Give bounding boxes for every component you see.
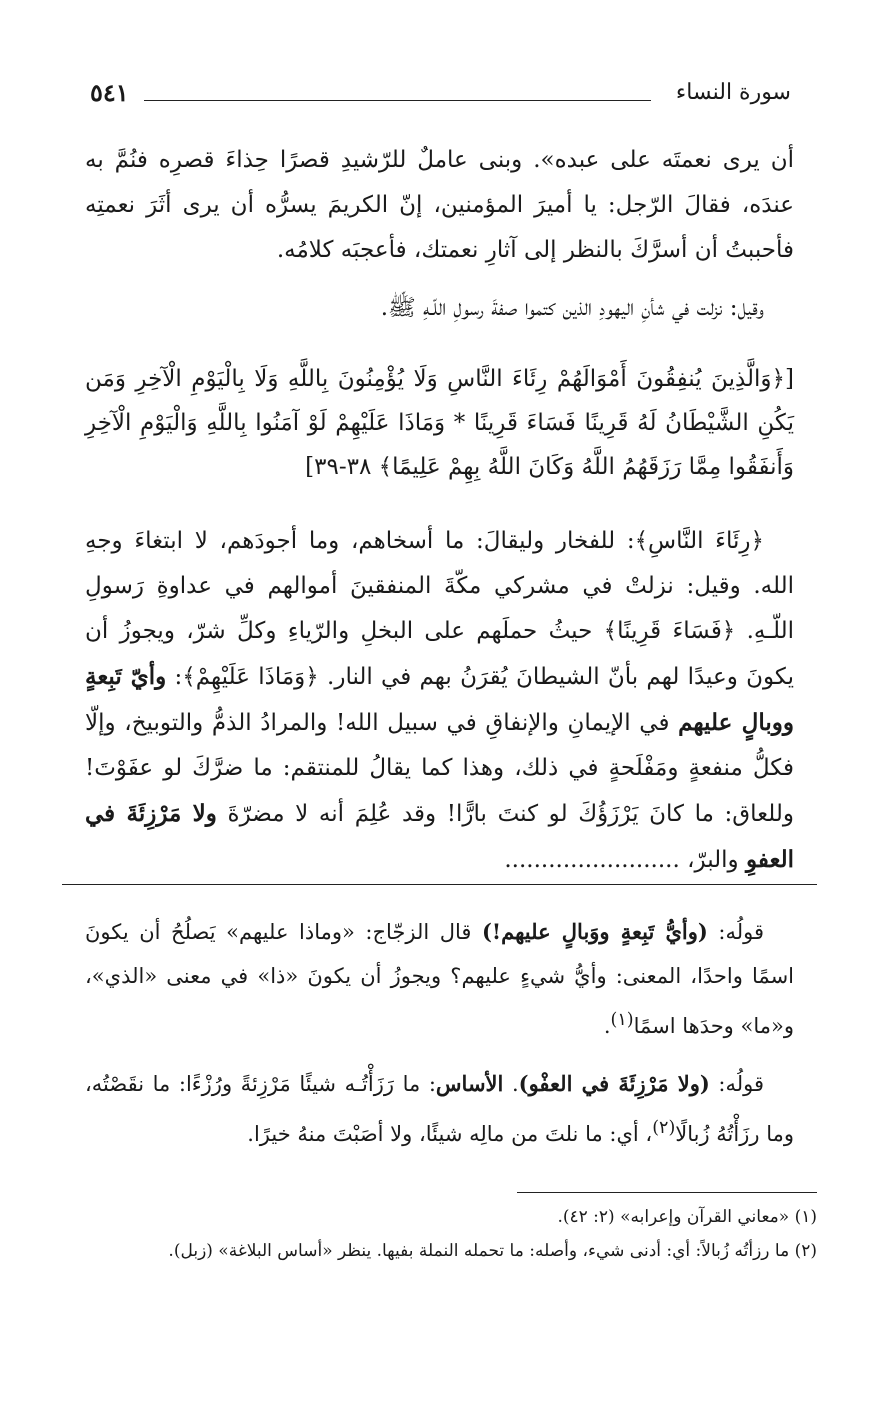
footnote-2: (٢) ما رزأتُه زُبالاً: أي: أدنى شيء، وأصله: ما تحمله النملة بفيها. ينظر «أساس البلاغة» (زبل). — [168, 1241, 817, 1261]
main-text — [85, 138, 794, 883]
note-2-footnote-ref: (٢) — [652, 1118, 676, 1138]
note-2-sep: . — [503, 1072, 519, 1096]
paragraph-2: وقيل: نزلت في شأنِ اليهودِ الذين كتموا صفةَ رسولِ اللّـهِ ﷺ. — [380, 295, 764, 321]
paragraph-3 — [85, 519, 794, 883]
footnote-1: (١) «معاني القرآن وإعرابه» (٢: ٤٢). — [557, 1207, 817, 1227]
footnote-separator — [517, 1192, 817, 1193]
note-1-quote: (وأيُّ تَبِعةٍ ووَبالٍ عليهم!) — [481, 919, 708, 944]
commentary-notes — [85, 910, 794, 1156]
note-2-quote: (ولا مَرْزِئَةَ في العفْو) — [518, 1071, 710, 1096]
paragraph-3-part-b: في الإيمانِ والإنفاقِ في سبيل الله! والمرادُ الذمُّ والتوبيخ، وإلّا فكلُّ منفعةٍ ومَفْلَحةٍ في ذلك، وهذا كما يقالُ للمنتقم: ما ضرَّكَ لو عفَوْتَ! وللعاق: ما كانَ يَرْزَؤُكَ لو كنتَ بارًّا! وقد عُلِمَ أنه لا مضرّةَ — [85, 710, 794, 827]
footnotes — [85, 1200, 817, 1268]
note-1 — [85, 910, 794, 1048]
paragraph-3-part-c: والبرّ، — [679, 847, 746, 873]
note-2-lead: قولُه: — [709, 1072, 764, 1096]
note-2-text: : ما رَزَأْتُـه شيئًا مَرْزِئةً ورُزْءًا: ما نقَصْتُه، وما رزَأْتُهُ زُبالًا — [85, 1072, 794, 1146]
paragraph-3-dots: ........................ — [504, 847, 680, 873]
page-number: ٥٤١ — [90, 78, 129, 107]
surah-title: سورة النساء — [675, 80, 791, 105]
header-rule — [144, 100, 651, 101]
note-2-text-end: ، أي: ما نلتَ من مالِه شيئًا، ولا أصَبْتَ منهُ خيرًا. — [247, 1122, 653, 1146]
page-header — [90, 78, 791, 108]
note-2-source: الأساس — [435, 1071, 504, 1096]
note-2 — [85, 1062, 794, 1156]
paragraph-3-bold-2: ولا مَرْزِئَةَ في العفوِ — [85, 800, 794, 873]
commentary-separator — [62, 884, 817, 885]
paragraph-3-bold-1: وأيّ تَبِعةٍ ووبالٍ عليهم — [85, 663, 795, 736]
note-1-end: . — [603, 1014, 611, 1038]
note-1-footnote-ref: (١) — [610, 1010, 634, 1030]
note-1-text: قال الزجّاج: «وماذا عليهم» يَصلُحُ أن يكونَ اسمًا واحدًا، المعنى: وأيُّ شيءٍ عليهم؟ ويجوزُ أن يكونَ «ذا» في معنى «الذي»، و«ما» وحدَها اسمًا — [85, 920, 794, 1038]
paragraph-1: أن يرى نعمتَه على عبده». وبنى عاملٌ للرّشيدِ قصرًا حِذاءَ قصرِه فنُمَّ به عندَه، فقالَ الرّجل: يا أميرَ المؤمنين، إنّ الكريمَ يسرُّه أن يرى أثَرَ نعمتِه فأحببتُ أن أسرَّكَ بالنظر إلى آثارِ نعمتك، فأعجبَه كلامُه. — [85, 147, 794, 263]
quran-verse-block: [﴿وَالَّذِينَ يُنفِقُونَ أَمْوَالَهُمْ رِئَاءَ النَّاسِ وَلَا يُؤْمِنُونَ بِاللَّهِ وَلَا بِالْيَوْمِ الْآخِرِ وَمَن يَكُنِ الشَّيْطَانُ لَهُ قَرِينًا فَسَاءَ قَرِينًا * وَمَاذَا عَلَيْهِمْ لَوْ آمَنُوا بِاللَّهِ وَالْيَوْمِ الْآخِرِ وَأَنفَقُوا مِمَّا رَزَقَهُمُ اللَّهُ وَكَانَ اللَّهُ بِهِمْ عَلِيمًا﴾ ٣٨-٣٩] — [85, 366, 794, 480]
note-1-lead: قولُه: — [707, 920, 765, 944]
paragraph-3-part-a: ﴿رِئَاءَ النَّاسِ﴾: للفخار وليقالَ: ما أسخاهم، وما أجودَهم، لا ابتغاءَ وجهِ الله. وقيل: نزلتْ في مشركي مكّةَ المنفقينَ أموالهم في عداوةِ رَسولِ اللّـهِ. ﴿فَسَاءَ قَرِينًا﴾ حيثُ حملَهم على البخلِ والرّياءِ وكلِّ شرّ، ويجوزُ أن يكونَ وعيدًا لهم بأنّ الشيطانَ يُقرَنُ بهم في النار. ﴿وَمَاذَا عَلَيْهِمْ﴾: — [85, 528, 795, 690]
